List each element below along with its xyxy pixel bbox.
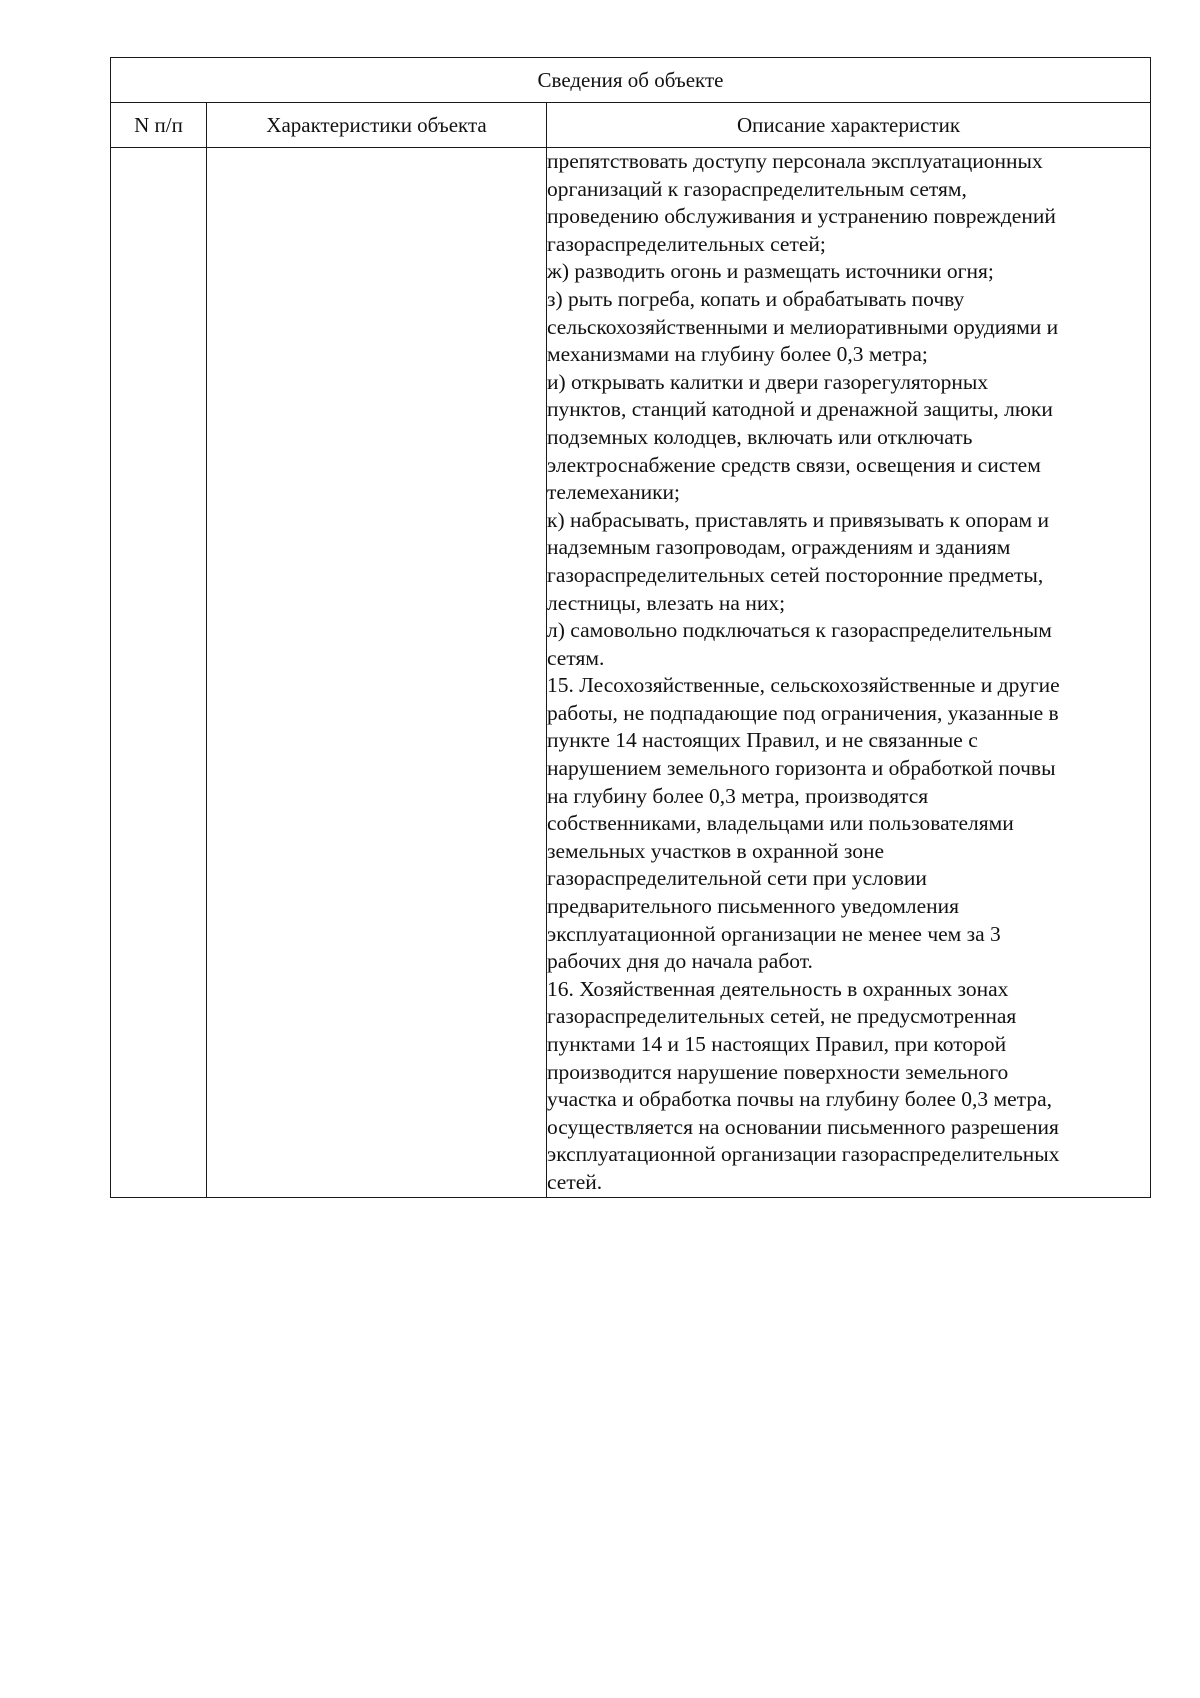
description-line: проведению обслуживания и устранению повреждений bbox=[547, 204, 1056, 229]
table-title: Сведения об объекте bbox=[111, 58, 1151, 103]
description-line: участка и обработка почвы на глубину более 0,3 метра, bbox=[547, 1087, 1053, 1112]
header-characteristics: Характеристики объекта bbox=[207, 103, 547, 148]
description-line: надземным газопроводам, ограждениям и зданиям bbox=[547, 535, 1011, 560]
description-line: 15. Лесохозяйственные, сельскохозяйственные и другие bbox=[547, 673, 1060, 698]
description-line: з) рыть погреба, копать и обрабатывать почву bbox=[547, 286, 965, 311]
description-line: на глубину более 0,3 метра, производятся bbox=[547, 783, 929, 808]
description-line: нарушением земельного горизонта и обработкой почвы bbox=[547, 756, 1056, 781]
description-line: ж) разводить огонь и размещать источники огня; bbox=[547, 259, 994, 284]
description-line: пункте 14 настоящих Правил, и не связанные с bbox=[547, 728, 978, 753]
description-line: осуществляется на основании письменного разрешения bbox=[547, 1114, 1059, 1139]
description-line: механизмами на глубину более 0,3 метра; bbox=[547, 342, 928, 367]
table-title-row bbox=[111, 58, 1151, 103]
description-line: газораспределительных сетей; bbox=[547, 231, 826, 256]
description-line: предварительного письменного уведомления bbox=[547, 894, 960, 919]
description-line: сетей. bbox=[547, 1169, 603, 1194]
header-description: Описание характеристик bbox=[547, 103, 1151, 148]
description-line: л) самовольно подключаться к газораспределительным bbox=[547, 618, 1052, 643]
description-line: земельных участков в охранной зоне bbox=[547, 838, 885, 863]
description-line: газораспределительных сетей посторонние предметы, bbox=[547, 562, 1044, 587]
description-line: газораспределительной сети при условии bbox=[547, 866, 927, 891]
description-line: телемеханики; bbox=[547, 480, 681, 505]
description-line: подземных колодцев, включать или отключать bbox=[547, 424, 973, 449]
description-line: газораспределительных сетей, не предусмотренная bbox=[547, 1004, 1017, 1029]
row-description-cell bbox=[547, 148, 1151, 1198]
description-line: сетям. bbox=[547, 645, 605, 670]
description-line: пунктами 14 и 15 настоящих Правил, при которой bbox=[547, 1032, 1007, 1056]
description-line: 16. Хозяйственная деятельность в охранных зонах bbox=[547, 976, 1009, 1001]
table-header-row bbox=[111, 103, 1151, 148]
description-line: электроснабжение средств связи, освещения и систем bbox=[547, 452, 1041, 477]
description-line: рабочих дня до начала работ. bbox=[547, 949, 813, 974]
description-line: пунктов, станций катодной и дренажной защиты, люки bbox=[547, 397, 1053, 422]
header-number: N п/п bbox=[111, 103, 207, 148]
object-info-table bbox=[110, 57, 1151, 1198]
table-row bbox=[111, 148, 1151, 1198]
description-line: к) набрасывать, приставлять и привязывать к опорам и bbox=[547, 507, 1049, 532]
description-line: эксплуатационной организации не менее чем за 3 bbox=[547, 921, 1001, 946]
description-line: эксплуатационной организации газораспределительных bbox=[547, 1142, 1060, 1167]
description-line: производится нарушение поверхности земельного bbox=[547, 1059, 1009, 1084]
description-line: лестницы, влезать на них; bbox=[547, 590, 786, 615]
description-line: организаций к газораспределительным сетям, bbox=[547, 176, 967, 201]
description-line: работы, не подпадающие под ограничения, указанные в bbox=[547, 700, 1059, 725]
row-number-cell bbox=[111, 148, 207, 1198]
description-line: собственниками, владельцами или пользователями bbox=[547, 811, 1014, 836]
row-characteristic-cell bbox=[207, 148, 547, 1198]
description-line: препятствовать доступу персонала эксплуатационных bbox=[547, 149, 1043, 173]
description-line: сельскохозяйственными и мелиоративными орудиями и bbox=[547, 314, 1059, 339]
description-line: и) открывать калитки и двери газорегуляторных bbox=[547, 369, 989, 394]
